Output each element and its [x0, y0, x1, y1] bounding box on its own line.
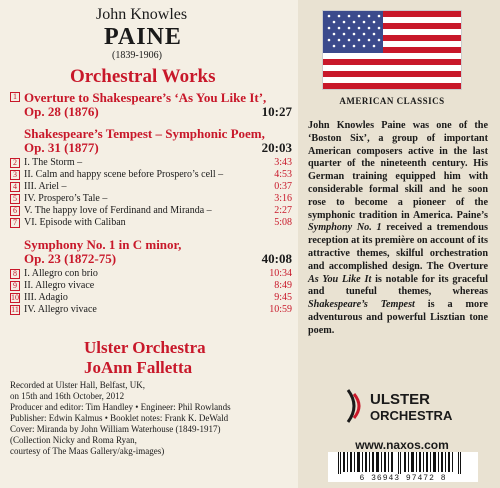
logo-mark-icon: [346, 386, 456, 426]
track-title-cont: Op. 28 (1876): [24, 104, 99, 119]
work-duration: 40:08: [261, 251, 292, 266]
track-number: 9: [10, 281, 20, 291]
track-title: IV. Prospero’s Tale –: [24, 193, 108, 204]
track-duration: 9:45: [274, 292, 292, 303]
track-duration: 3:43: [274, 157, 292, 168]
track-duration: 10:59: [269, 304, 292, 315]
credit-line: on 15th and 16th October, 2012: [10, 391, 125, 401]
ulster-orchestra-logo: [346, 386, 456, 426]
blurb-italic: As You Like It: [308, 273, 372, 285]
american-flag-image: [322, 10, 462, 90]
track-title: IV. Allegro vivace: [24, 304, 97, 315]
composer-last-name: PAINE: [104, 24, 182, 50]
track-number: 5: [10, 194, 20, 204]
work-opus: Op. 31 (1877): [24, 140, 99, 155]
credit-line: Recorded at Ulster Hall, Belfast, UK,: [10, 380, 145, 390]
website-link[interactable]: www.naxos.com: [355, 438, 449, 452]
composer-dates: (1839-1906): [112, 50, 162, 61]
track-duration: 4:53: [274, 169, 292, 180]
credit-line: (Collection Nicky and Roma Ryan,: [10, 435, 137, 445]
track-title: Overture to Shakespeare’s ‘As You Like It’,: [24, 90, 267, 105]
track-number: 2: [10, 158, 20, 168]
track-row: [10, 292, 292, 304]
conductor-name: JoAnn Falletta: [84, 358, 193, 377]
barcode-icon: [328, 452, 478, 474]
track-row: [10, 268, 292, 280]
blurb-part: is a more adventurous and powerful Lisztian tone poem.: [308, 299, 488, 336]
track-number: 6: [10, 206, 20, 216]
track-row: [10, 157, 292, 169]
orchestra-name: Ulster Orchestra: [84, 338, 206, 357]
logo-line2: ORCHESTRA: [370, 408, 453, 423]
track-duration: 10:34: [269, 268, 292, 279]
work-heading-cont: [10, 140, 292, 154]
track-row: [10, 205, 292, 217]
track-duration: 10:27: [261, 104, 292, 119]
work-title: Shakespeare’s Tempest – Symphonic Poem,: [24, 126, 265, 141]
blurb-part: is notable for its graceful and tuneful themes, whereas: [308, 273, 488, 298]
credit-line: courtesy of The Maas Gallery/akg-images): [10, 446, 165, 456]
track-title: I. The Storm –: [24, 157, 83, 168]
track-row: [10, 193, 292, 205]
track-row: [10, 169, 292, 181]
series-label: AMERICAN CLASSICS: [339, 96, 445, 106]
flag-icon: [323, 11, 461, 89]
work-heading-cont: [10, 251, 292, 265]
track-duration: 0:37: [274, 181, 292, 192]
credit-line: Publisher: Edwin Kalmus • Booklet notes: Frank K. DeWald: [10, 413, 229, 423]
track-number: 8: [10, 269, 20, 279]
track-row-cont: [10, 104, 292, 118]
track-duration: 8:49: [274, 280, 292, 291]
track-duration: 5:08: [274, 217, 292, 228]
track-title: VI. Episode with Caliban: [24, 217, 126, 228]
blurb-part: received a tremendous reception at its première on account of its attractive themes, skilful orchestration and accomplished design. The Overture: [308, 222, 488, 272]
work-title: Symphony No. 1 in C minor,: [24, 237, 182, 252]
track-title: III. Adagio: [24, 292, 68, 303]
description-text: [308, 120, 488, 338]
blurb-part: John Knowles Paine was one of the ‘Boston Six’, a group of important American composers active in the last quarter of the nineteenth century. His German training equipped him with considerable formal skill and he soon rose to become a pioneer of the symphonic tradition in America. Paine’s: [308, 120, 488, 221]
composer-first-name: John Knowles: [96, 6, 188, 23]
work-heading: [10, 237, 292, 251]
track-row: [10, 90, 292, 104]
work-opus: Op. 23 (1872-75): [24, 251, 117, 266]
track-duration: 2:27: [274, 205, 292, 216]
blurb-italic: Symphony No. 1: [308, 222, 382, 234]
track-row: [10, 181, 292, 193]
album-title: Orchestral Works: [70, 66, 216, 87]
credit-line: Cover: Miranda by John William Waterhouse (1849-1917): [10, 424, 221, 434]
track-title: II. Calm and happy scene before Prospero’s cell –: [24, 169, 224, 180]
work-duration: 20:03: [261, 140, 292, 155]
track-number: 7: [10, 218, 20, 228]
track-number: 10: [11, 293, 19, 302]
track-row: [10, 217, 292, 229]
tracklist: [10, 90, 292, 316]
right-column: [298, 0, 500, 488]
track-number: 1: [10, 92, 20, 102]
track-row: [10, 280, 292, 292]
track-duration: 3:16: [274, 193, 292, 204]
track-title: II. Allegro vivace: [24, 280, 95, 291]
recording-credits: [10, 380, 292, 457]
track-title: I. Allegro con brio: [24, 268, 98, 279]
track-number: 11: [11, 305, 19, 314]
track-title: III. Ariel –: [24, 181, 67, 192]
track-number: 3: [10, 170, 20, 180]
blurb-italic: Shakespeare’s Tempest: [308, 299, 415, 311]
track-number: 4: [10, 182, 20, 192]
credit-line: Producer and editor: Tim Handley • Engineer: Phil Rowlands: [10, 402, 231, 412]
barcode-number: 6 36943 97472 8: [359, 474, 447, 483]
track-row: [10, 304, 292, 316]
track-title: V. The happy love of Ferdinand and Miranda –: [24, 205, 212, 216]
logo-line1: ULSTER: [370, 391, 430, 408]
work-heading: [10, 126, 292, 140]
